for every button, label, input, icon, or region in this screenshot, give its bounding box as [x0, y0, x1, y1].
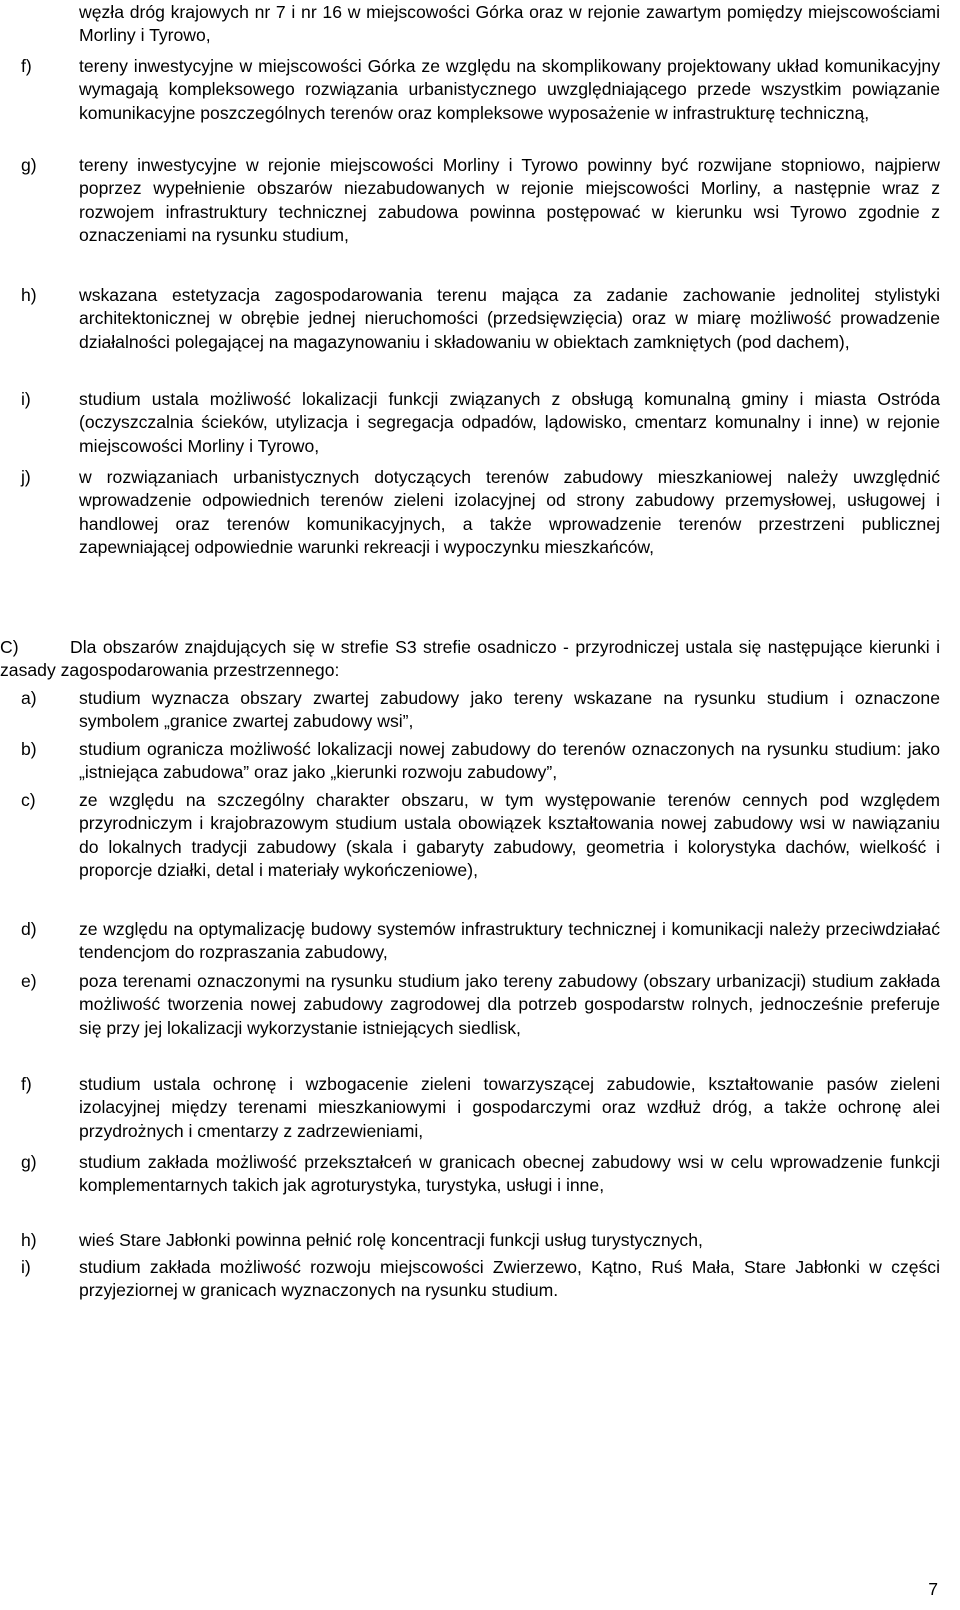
list-item-b2 [21, 738, 940, 785]
list-item-label: i) [21, 1257, 31, 1277]
list-item-label: d) [21, 919, 37, 939]
list-item-f2 [21, 1073, 940, 1143]
list-item-h2 [21, 1229, 940, 1252]
list-item-label: j) [21, 467, 31, 487]
list-item-label: f) [21, 56, 32, 76]
list-item-label: g) [21, 155, 37, 175]
list-item-d2 [21, 918, 940, 965]
list-item-e2 [21, 970, 940, 1040]
continuation-paragraph: węzła dróg krajowych nr 7 i nr 16 w miejscowości Górka oraz w rejonie zawartym pomiędzy miejscowościami Morliny i Tyrowo, [79, 2, 940, 46]
list-item-label: c) [21, 790, 36, 810]
list-item-text: w rozwiązaniach urbanistycznych dotyczących terenów zabudowy mieszkaniowej należy uwzględnić wprowadzenie odpowiednich terenów zieleni izolacyjnej od strony zabudowy przemysłowej, usługowej i handlowej oraz terenów komunikacyjnych, a także wprowadzenie terenów przestrzeni publicznej zapewniającej odpowiednie warunki rekreacji i wypoczynku mieszkańców, [79, 467, 940, 558]
list-item-label: g) [21, 1152, 37, 1172]
list-item-label: h) [21, 285, 37, 305]
list-item-i2 [21, 1256, 940, 1303]
list-item-text: studium zakłada możliwość rozwoju miejscowości Zwierzewo, Kątno, Ruś Mała, Stare Jabłonki w części przyjeziornej w granicach wyznaczonych na rysunku studium. [79, 1257, 940, 1301]
list-item-c2 [21, 789, 940, 883]
list-item-h1 [21, 284, 940, 354]
list-item-text: ze względu na optymalizację budowy systemów infrastruktury technicznej i komunikacji należy przeciwdziałać tendencjom do rozpraszania zabudowy, [79, 919, 940, 963]
list-item-text: studium ogranicza możliwość lokalizacji nowej zabudowy do terenów oznaczonych na rysunku studium: jako „istniejąca zabudowa” oraz jako „kierunki rozwoju zabudowy”, [79, 739, 940, 783]
list-item-text: studium ustala ochronę i wzbogacenie zieleni towarzyszącej zabudowie, kształtowanie pasów zieleni izolacyjnej między terenami mieszkaniowymi i gospodarczymi oraz wzdłuż dróg, a także ochronę alei przydrożnych i cmentarzy z zadrzewieniami, [79, 1074, 940, 1141]
list-item-text: tereny inwestycyjne w miejscowości Górka ze względu na skomplikowany projektowany układ komunikacyjny wymagają kompleksowego rozwiązania urbanistycznego uwzględniającego przede wszystkim powiązanie komunikacyjne poszczególnych terenów oraz kompleksowe wyposażenie w infrastrukturę techniczną, [79, 56, 940, 123]
list-item-label: a) [21, 688, 37, 708]
list-item-text: ze względu na szczególny charakter obszaru, w tym występowanie terenów cennych pod względem przyrodniczym i krajobrazowym studium ustala obowiązek kształtowania nowej zabudowy wsi w nawiązaniu do lokalnych tradycji zabudowy (skala i gabaryty zabudowy, geometria i kolorystyka dachów, wielkość i proporcje działki, detal i materiały wykończeniowe), [79, 790, 940, 881]
list-item-g1 [21, 154, 940, 248]
list-item-text: studium wyznacza obszary zwartej zabudowy jako tereny wskazane na rysunku studium i oznaczone symbolem „granice zwartej zabudowy wsi”, [79, 688, 940, 732]
list-item-i1 [21, 388, 940, 458]
list-item-text: tereny inwestycyjne w rejonie miejscowości Morliny i Tyrowo powinny być rozwijane stopniowo, najpierw poprzez wypełnienie obszarów niezabudowanych w rejonie miejscowości Morliny, a następnie wraz z rozwojem infrastruktury technicznej zabudowa powinna postępować w kierunku wsi Tyrowo zgodnie z oznaczeniami na rysunku studium, [79, 155, 940, 246]
list-item-text: wskazana estetyzacja zagospodarowania terenu mająca za zadanie zachowanie jednolitej stylistyki architektonicznej w obrębie jednej nieruchomości (przedsięwzięcia) oraz w miarę możliwość prowadzenie działalności polegającej na magazynowaniu i składowaniu w obiektach zamkniętych (pod dachem), [79, 285, 940, 352]
list-item-label: i) [21, 389, 31, 409]
list-item-text: wieś Stare Jabłonki powinna pełnić rolę koncentracji funkcji usług turystycznych, [79, 1230, 703, 1250]
list-item-j1 [21, 466, 940, 560]
list-item-label: f) [21, 1074, 32, 1094]
list-item-label: b) [21, 739, 37, 759]
list-item-text: studium zakłada możliwość przekształceń w granicach obecnej zabudowy wsi w celu wprowadzenie funkcji komplementarnych takich jak agroturystyka, turystyka, usługi i inne, [79, 1152, 940, 1196]
section-c [0, 636, 940, 683]
list-item-text: studium ustala możliwość lokalizacji funkcji związanych z obsługą komunalną gminy i miasta Ostróda (oczyszczalnia ścieków, utylizacja i segregacja odpadów, lądowisko, cmentarz komunalny i inne) w rejonie miejscowości Morliny i Tyrowo, [79, 389, 940, 456]
list-item-label: e) [21, 971, 37, 991]
list-item-text: poza terenami oznaczonymi na rysunku studium jako tereny zabudowy (obszary urbanizacji) studium zakłada możliwość tworzenia nowej zabudowy zagrodowej dla potrzeb gospodarstw rolnych, jednocześnie preferuje się przy jej lokalizacji wykorzystanie istniejących siedlisk, [79, 971, 940, 1038]
page-number: 7 [928, 1579, 938, 1599]
section-text: Dla obszarów znajdujących się w strefie S3 strefie osadniczo - przyrodniczej ustala się następujące kierunki i zasady zagospodarowania przestrzennego: [0, 637, 940, 681]
list-item-a2 [21, 687, 940, 734]
list-item-g2 [21, 1151, 940, 1198]
list-item-label: h) [21, 1230, 37, 1250]
list-item-f1 [21, 55, 940, 125]
section-label: C) [0, 637, 19, 657]
